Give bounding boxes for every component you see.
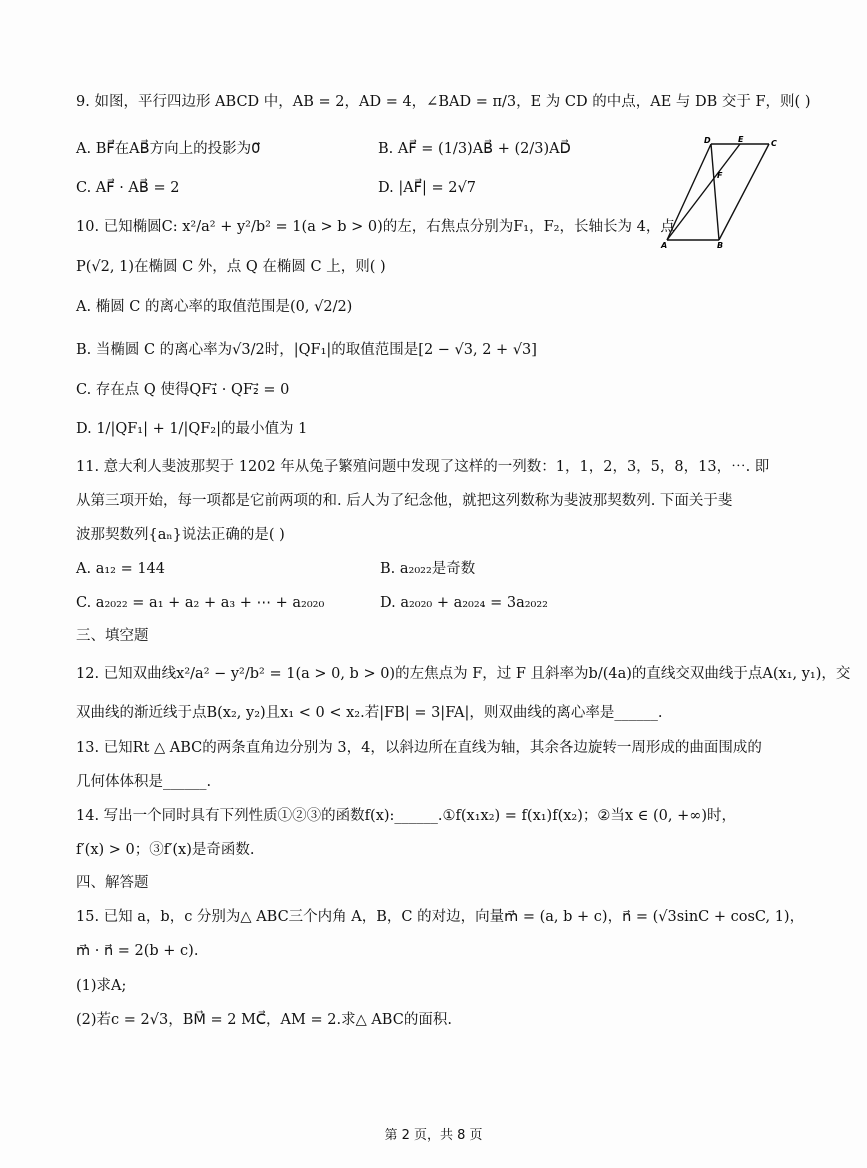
q11-option-b: B. a₂₀₂₂是奇数	[380, 561, 476, 577]
q13-line1: 13. 已知Rt △ ABC的两条直角边分别为 3，4，以斜边所在直线为轴，其余各边旋转一周形成的曲面围成的	[76, 740, 762, 756]
label-c: C	[771, 139, 777, 148]
q11-stem-line2: 从第三项开始，每一项都是它前两项的和. 后人为了纪念他，就把这列数称为斐波那契数列. 下面关于斐	[76, 493, 733, 509]
q11-stem-line3: 波那契数列{aₙ}说法正确的是( )	[76, 527, 285, 543]
edge-bc	[719, 144, 769, 240]
q9-stem: 9. 如图，平行四边形 ABCD 中，AB = 2，AD = 4，∠BAD = π/3，E 为 CD 的中点，AE 与 DB 交于 F，则( )	[76, 94, 811, 110]
q10-option-b: B. 当椭圆 C 的离心率为√3/2时，|QF₁|的取值范围是[2 − √3, 2 + √3]	[76, 342, 537, 358]
section-fill-in-title: 三、填空题	[76, 628, 149, 644]
q15-part2: (2)若c = 2√3，BM⃗ = 2 MC⃗，AM = 2.求△ ABC的面积.	[76, 1012, 452, 1028]
q11-option-c: C. a₂₀₂₂ = a₁ + a₂ + a₃ + ⋯ + a₂₀₂₀	[76, 595, 325, 611]
q9-option-a: A. BF⃗在AB⃗方向上的投影为0⃗	[76, 141, 261, 157]
q15-line2: m⃗ · n⃗ = 2(b + c).	[76, 943, 199, 959]
section-answer-title: 四、解答题	[76, 875, 149, 891]
q12-line2: 双曲线的渐近线于点B(x₂, y₂)且x₁ < 0 < x₂.若|FB| = 3|FA|，则双曲线的离心率是______.	[76, 705, 663, 721]
label-f: F	[717, 171, 723, 180]
q14-line2: f′(x) > 0；③f′(x)是奇函数.	[76, 842, 255, 858]
q13-line2: 几何体体积是______.	[76, 774, 212, 790]
q10-option-c: C. 存在点 Q 使得QF₁⃗ · QF₂⃗ = 0	[76, 382, 290, 398]
page-footer: 第 2 页，共 8 页	[384, 1128, 483, 1143]
q10-stem-line2: P(√2, 1)在椭圆 C 外，点 Q 在椭圆 C 上，则( )	[76, 259, 386, 275]
q9-option-c: C. AF⃗ · AB⃗ = 2	[76, 180, 180, 196]
q11-stem-line1: 11. 意大利人斐波那契于 1202 年从兔子繁殖问题中发现了这样的一列数：1，1，2，3，5，8，13，⋯. 即	[76, 459, 770, 475]
q15-line1: 15. 已知 a，b，c 分别为△ ABC三个内角 A，B，C 的对边，向量m⃗ = (a, b + c)，n⃗ = (√3sinC + cosC, 1)，	[76, 909, 805, 925]
q12-line1: 12. 已知双曲线x²/a² − y²/b² = 1(a > 0, b > 0)的左焦点为 F，过 F 且斜率为b/(4a)的直线交双曲线于点A(x₁, y₁)，交	[76, 666, 851, 682]
q11-option-d: D. a₂₀₂₀ + a₂₀₂₄ = 3a₂₀₂₂	[380, 595, 548, 611]
label-a: A	[661, 241, 668, 250]
label-b: B	[717, 241, 724, 250]
q9-option-b: B. AF⃗ = (1/3)AB⃗ + (2/3)AD⃗	[378, 141, 571, 157]
q10-option-d: D. 1/|QF₁| + 1/|QF₂|的最小值为 1	[76, 421, 308, 437]
q9-option-d: D. |AF⃗| = 2√7	[378, 180, 476, 196]
q15-part1: (1)求A;	[76, 978, 127, 994]
q10-stem-line1: 10. 已知椭圆C: x²/a² + y²/b² = 1(a > b > 0)的左，右焦点分别为F₁，F₂，长轴长为 4，点	[76, 219, 675, 235]
diagonal-db	[711, 144, 719, 240]
segment-ae	[667, 144, 740, 240]
q14-line1: 14. 写出一个同时具有下列性质①②③的函数f(x):______.①f(x₁x₂) = f(x₁)f(x₂)；②当x ∈ (0, +∞)时，	[76, 808, 737, 824]
q11-option-a: A. a₁₂ = 144	[76, 561, 166, 577]
q10-option-a: A. 椭圆 C 的离心率的取值范围是(0, √2/2)	[76, 299, 353, 315]
label-d: D	[704, 136, 711, 145]
label-e: E	[738, 135, 744, 144]
